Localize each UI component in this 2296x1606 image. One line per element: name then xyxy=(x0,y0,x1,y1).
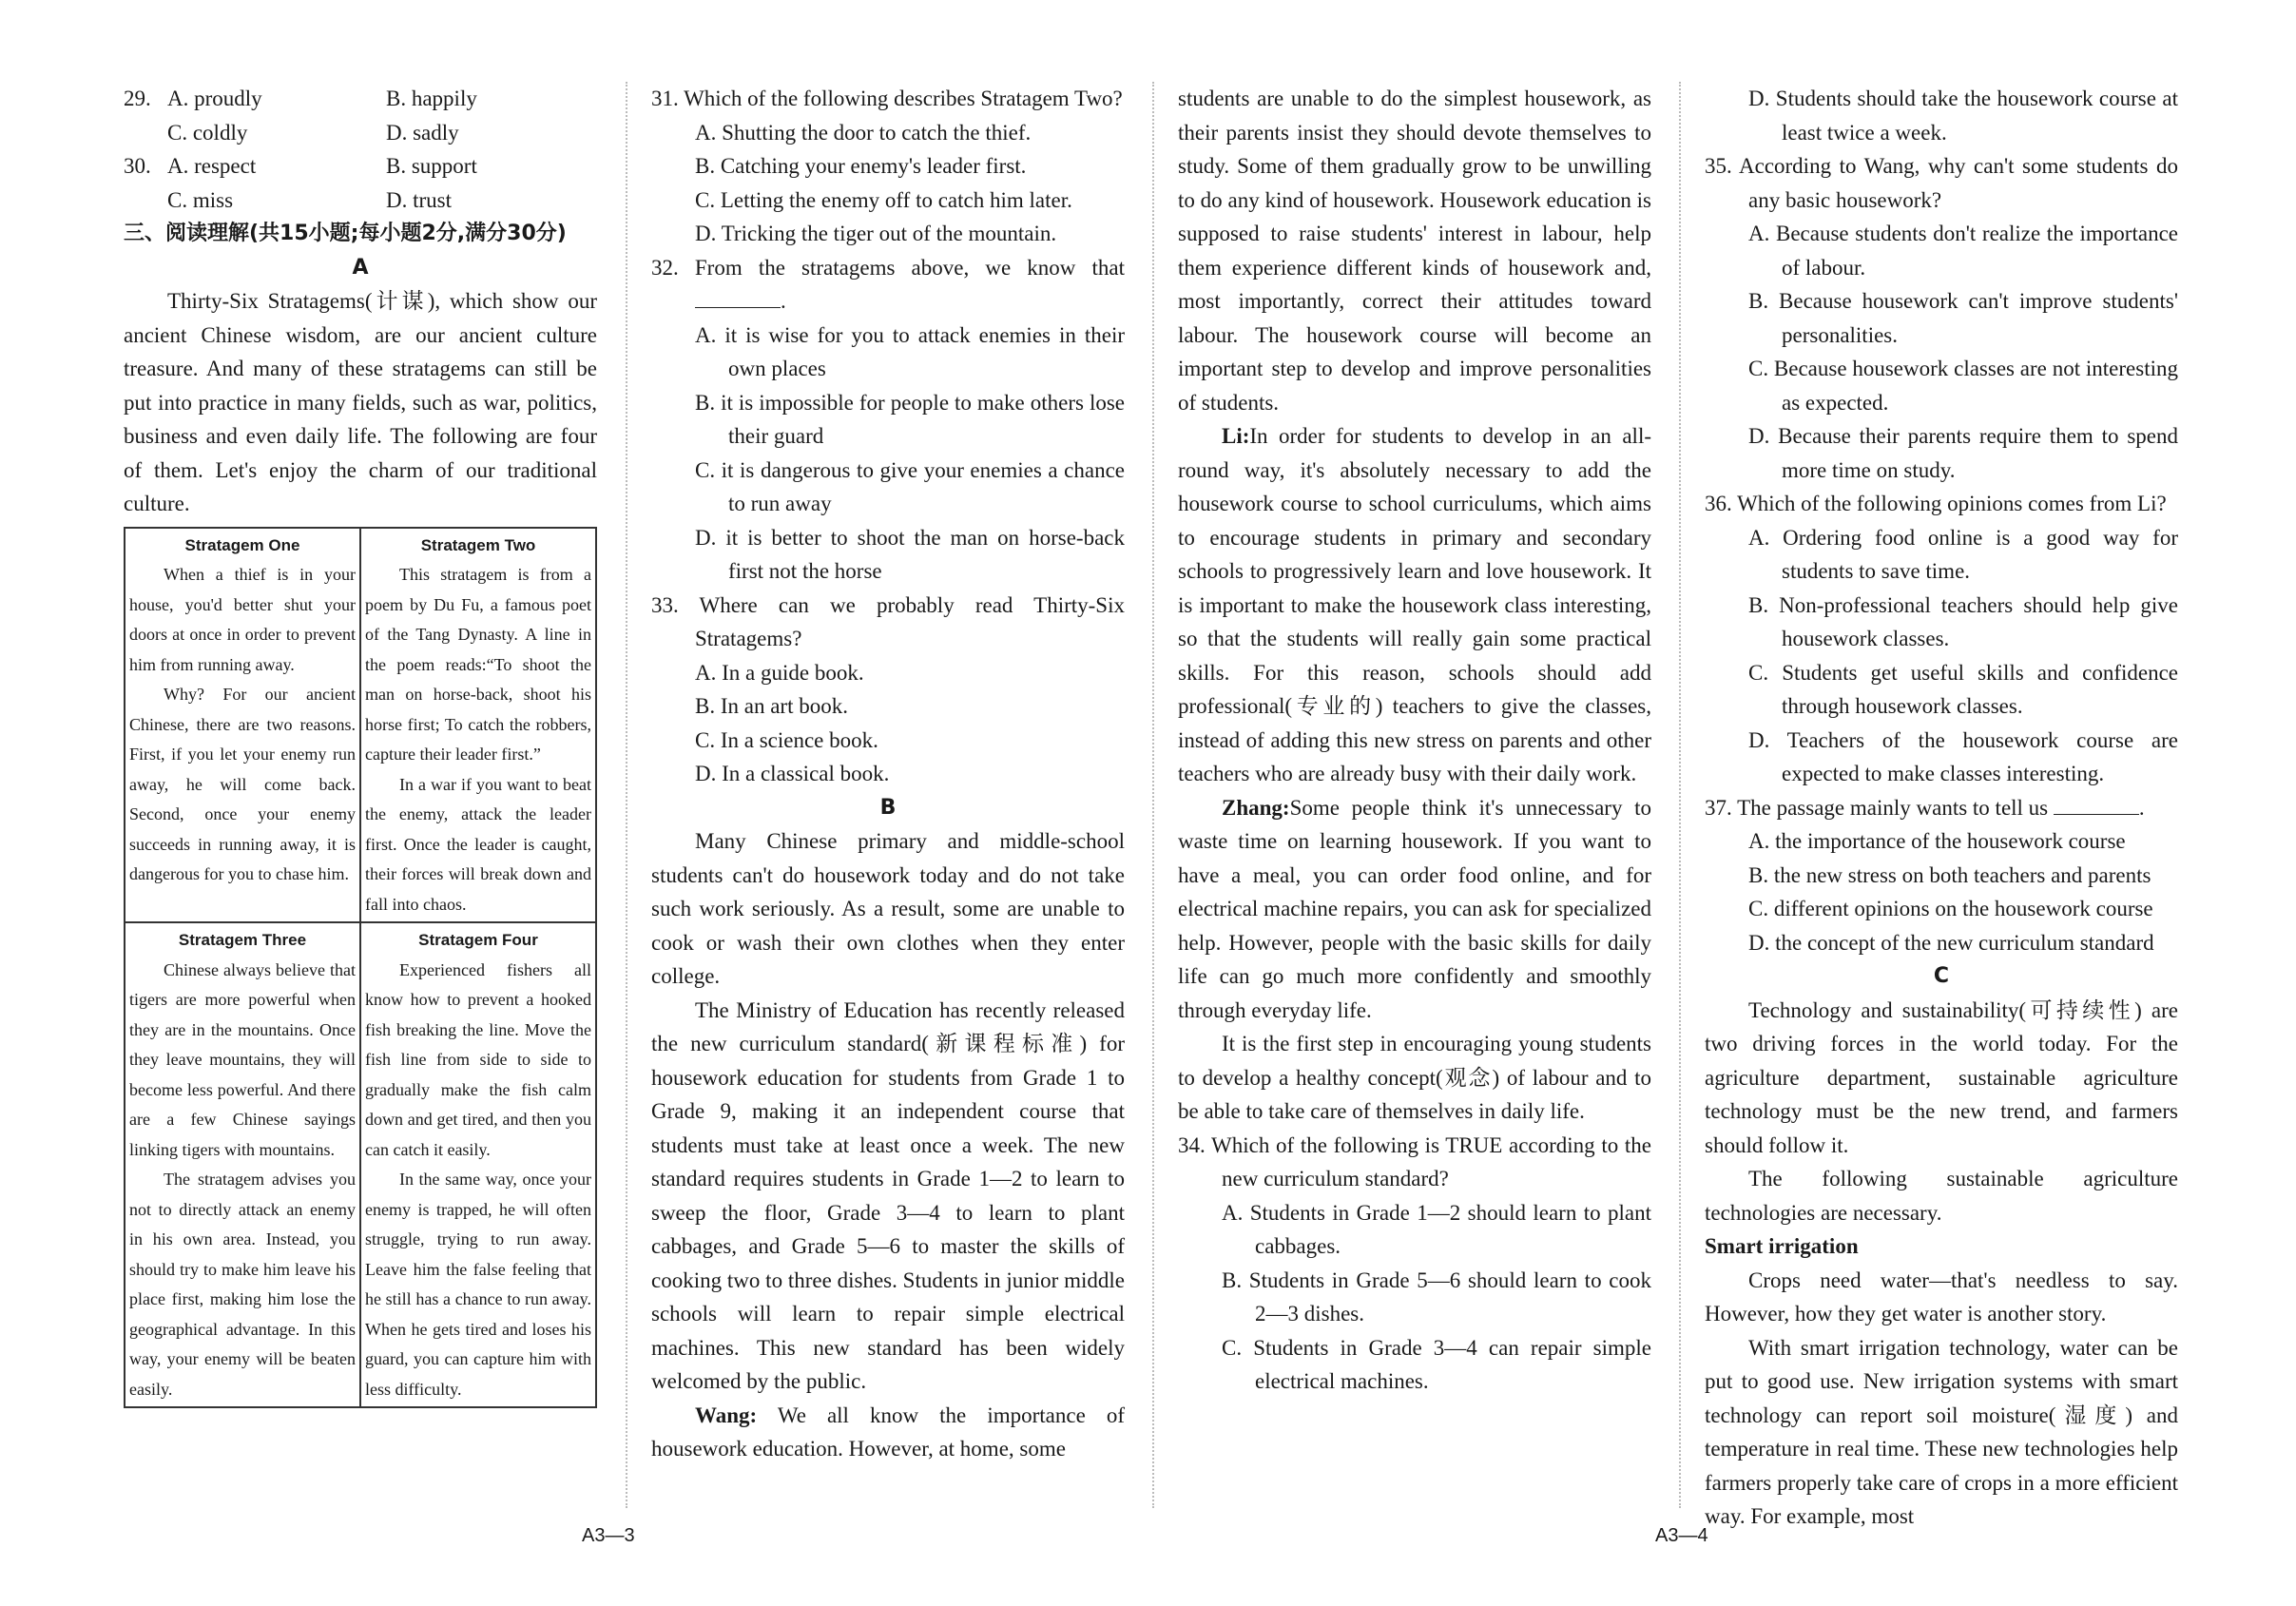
passage-b-paragraph: Many Chinese primary and middle-school students can't do housework today and do not take such work seriously. As a result, some are unable to cook or wash their own clothes when they enter college. xyxy=(651,829,1125,988)
question-29-cd xyxy=(124,116,597,150)
answer-blank xyxy=(695,288,781,308)
option-a: A. proudly xyxy=(167,87,262,110)
option-d: D. sadly xyxy=(386,120,459,145)
option-b: B. support xyxy=(386,154,477,178)
option-a: A. respect xyxy=(167,154,257,178)
question-35: 35. According to Wang, why can't some students do any basic housework? A. Because students don't realize the importance of labour. B. Because housework can't improve students' personalities. C. Because housework classes are not interesting as expected. D. Because their parents require them to spend more time on study. xyxy=(1705,149,2178,487)
option-c: C. In a science book. xyxy=(695,727,878,752)
option-c: C. coldly xyxy=(167,120,248,145)
option-a: A. Because students don't realize the importance of labour. xyxy=(1748,222,2178,280)
question-32: 32. From the stratagems above, we know that . A. it is wise for you to attack enemies in their own places B. it is impossible for people to make others lose their guard C. it is dangerous to give your enemies a chance to run away D. it is better to shoot the man on horse-back first not the horse xyxy=(651,251,1125,589)
answer-blank xyxy=(2054,795,2139,815)
stratagem-two-cell: Stratagem Two This stratagem is from a poem by Du Fu, a famous poet of the Tang Dynasty. A line in the poem reads:“To shoot the man on horse-back, shoot his horse first; To catch the robbers, capture their leader first.” In a war if you want to beat the enemy, attack the leader first. Once the leader is caught, their forces will break down and fall into chaos. xyxy=(360,528,596,923)
wang-opinion: Wang: We all know the importance of housework education. However, at home, some xyxy=(651,1403,1125,1461)
option-a: A. it is wise for you to attack enemies in their own places xyxy=(695,322,1125,380)
option-b: B. Because housework can't improve students' personalities. xyxy=(1748,289,2178,347)
option-c: C. Students get useful skills and confidence through housework classes. xyxy=(1748,660,2178,718)
stratagem-three-title: Stratagem Three xyxy=(178,931,307,949)
question-37: 37. The passage mainly wants to tell us . A. the importance of the housework course B. the new stress on both teachers and parents C. different opinions on the housework course D. the concept of the new curriculum standard xyxy=(1705,791,2178,960)
question-29: 29. A. proudly B. happily xyxy=(124,82,597,116)
passage-c-paragraph: The following sustainable agriculture technologies are necessary. xyxy=(1705,1167,2178,1225)
stratagem-two-title: Stratagem Two xyxy=(420,535,536,554)
question-34: 34. Which of the following is TRUE according to the new curriculum standard? A. Students in Grade 1—2 should learn to plant cabbages. B. Students in Grade 5—6 should learn to cook 2—3 dishes. C. Students in Grade 3—4 can repair simple electrical machines. xyxy=(1178,1129,1651,1399)
passage-b-label: B xyxy=(879,795,897,820)
option-a: A. the importance of the housework course xyxy=(1748,829,2126,853)
question-30-cd xyxy=(124,184,597,218)
stratagem-one-cell: Stratagem One When a thief is in your house, you'd better shut your doors at once in order to prevent him from running away. Why? For our ancient Chinese, there are two reasons. First, if you let your enemy run away, he will come back. Second, once your enemy succeeds in running away, it is dangerous for you to chase him. xyxy=(125,528,360,923)
option-d: D. it is better to shoot the man on horse-back first not the horse xyxy=(695,525,1125,583)
question-30: 30. A. respect B. support xyxy=(124,149,597,184)
passage-c-label: C xyxy=(1933,964,1950,988)
speaker-name: Wang: xyxy=(695,1403,758,1427)
speaker-name: Zhang: xyxy=(1222,795,1290,820)
option-a: A. Ordering food online is a good way for students to save time. xyxy=(1748,525,2178,583)
option-d: D. Teachers of the housework course are expected to make classes interesting. xyxy=(1748,727,2178,785)
page-number-left: A3—3 xyxy=(582,1525,635,1546)
zhang-opinion: Zhang:Some people think it's unnecessary to waste time on learning housework. If you want to have a meal, you can order food online, and for electrical machine repairs, you can ask for specialized help. However, people with the basic skills for daily life can go much more confidently and smoothly through everyday life. xyxy=(1178,795,1651,1022)
smart-irrigation-heading: Smart irrigation xyxy=(1705,1234,1859,1258)
option-a: A. Shutting the door to catch the thief. xyxy=(695,120,1032,145)
speaker-name: Li: xyxy=(1222,424,1250,448)
stratagem-table xyxy=(124,527,597,1409)
option-c: C. different opinions on the housework course xyxy=(1748,897,2153,920)
option-d: D. trust xyxy=(386,187,452,212)
column-1 xyxy=(124,82,597,1408)
option-a: A. In a guide book. xyxy=(695,660,864,685)
option-c: C. miss xyxy=(167,187,234,212)
column-separator xyxy=(626,82,627,1508)
li-opinion: Li:In order for students to develop in an all-round way, it's absolutely necessary to add the housework course to school curriculums, which aims to encourage students in primary and secondary schools to progressively learn and love housework. It is important to make the housework class interesting, so that the students will really gain some practical skills. For this reason, schools should add professional(专业的) teachers to give the classes, instead of adding this new stress on parents and other teachers who are already busy with their daily work. xyxy=(1178,424,1651,785)
column-4 xyxy=(1705,82,2178,1534)
option-c: C. Because housework classes are not interesting as expected. xyxy=(1748,357,2178,415)
option-c: C. Students in Grade 3—4 can repair simple electrical machines. xyxy=(1222,1335,1651,1393)
passage-a-label: A xyxy=(352,255,369,280)
stratagem-one-title: Stratagem One xyxy=(184,535,300,554)
question-36: 36. Which of the following opinions comes from Li? A. Ordering food online is a good way for students to save time. B. Non-professional teachers should help give housework classes. C. Students get useful skills and confidence through housework classes. D. Teachers of the housework course are expected to make classes interesting. xyxy=(1705,487,2178,791)
option-d: D. Because their parents require them to spend more time on study. xyxy=(1748,424,2178,482)
option-b: B. Students in Grade 5—6 should learn to cook 2—3 dishes. xyxy=(1222,1267,1651,1325)
option-b: B. Non-professional teachers should help give housework classes. xyxy=(1748,592,2178,650)
stratagem-three-cell: Stratagem Three Chinese always believe that tigers are more powerful when they are in the mountains. Once they leave mountains, they will become less powerful. And there are a few Chinese sayings linking tigers with mountains. The stratagem advises you not to directly attack an enemy in his own area. Instead, you should try to make him leave his place first, making him lose the geographical advantage. In this way, your enemy will be beaten easily. xyxy=(125,922,360,1407)
wang-opinion-continued: students are unable to do the simplest housework, as their parents insist they should devote themselves to study. Some of them gradually grow to be unwilling to do any kind of housework. Housework education is supposed to raise students' interest in labour, help them experience different kinds of housework and, most importantly, correct their attitudes toward labour. The housework course will become an important step to develop and improve personalities of students. xyxy=(1178,87,1651,415)
stratagem-four-title: Stratagem Four xyxy=(418,931,538,949)
option-d: D. Tricking the tiger out of the mountain. xyxy=(695,222,1057,245)
passage-c-paragraph: Technology and sustainability(可持续性) are two driving forces in the world today. For the agriculture department, sustainable agriculture technology must be the new trend, and farmers should follow it. xyxy=(1705,997,2178,1157)
option-b: B. In an art book. xyxy=(695,694,848,718)
option-b: B. Catching your enemy's leader first. xyxy=(695,154,1027,178)
passage-c-paragraph: With smart irrigation technology, water can be put to good use. New irrigation systems with smart technology can report soil moisture(湿度) and temperature in real time. These new technologies help farmers properly take care of crops in a more efficient way. For example, most xyxy=(1705,1335,2178,1528)
option-b: B. it is impossible for people to make others lose their guard xyxy=(695,390,1125,448)
option-d: D. In a classical book. xyxy=(695,762,890,785)
passage-b-paragraph: The Ministry of Education has recently released the new curriculum standard(新课程标准) for housework education for students from Grade 1 to Grade 9, making it an independent course that students must take at least once a week. The new standard requires students in Grade 1—2 to learn to sweep the floor, Grade 3—4 to learn to plant cabbages, and Grade 5—6 to master the skills of cooking two to three dishes. Students in junior middle schools will learn to repair simple electrical machines. This new standard has been widely welcomed by the public. xyxy=(651,997,1125,1393)
passage-b-conclusion: It is the first step in encouraging young students to develop a healthy concept(观念) of labour and to be able to take care of themselves in daily life. xyxy=(1178,1032,1651,1123)
option-a: A. Students in Grade 1—2 should learn to plant cabbages. xyxy=(1222,1200,1651,1258)
option-b: B. happily xyxy=(386,87,477,110)
option-d: D. Students should take the housework course at least twice a week. xyxy=(1748,87,2178,145)
question-31: 31. Which of the following describes Stratagem Two? A. Shutting the door to catch the thief. B. Catching your enemy's leader first. C. Letting the enemy off to catch him later. D. Tricking the tiger out of the mountain. xyxy=(651,82,1125,251)
option-b: B. the new stress on both teachers and parents xyxy=(1748,862,2151,887)
question-33: 33. Where can we probably read Thirty-Six Stratagems? A. In a guide book. B. In an art book. C. In a science book. D. In a classical book. xyxy=(651,589,1125,791)
column-separator xyxy=(1152,82,1154,1508)
section-header: 三、阅读理解(共15小题;每小题2分,满分30分) xyxy=(124,222,567,245)
column-3 xyxy=(1178,82,1651,1399)
column-separator xyxy=(1679,82,1681,1508)
passage-c-paragraph: Crops need water—that's needless to say. However, how they get water is another story. xyxy=(1705,1267,2178,1325)
option-c: C. Letting the enemy off to catch him later. xyxy=(695,187,1072,212)
stratagem-four-cell: Stratagem Four Experienced fishers all know how to prevent a hooked fish breaking the line. Move the fish line from side to side to gradually make the fish calm down and get tired, and then you can catch it easily. In the same way, once your enemy is trapped, he will often struggle, trying to run away. Leave him the false feeling that he still has a chance to run away. When he gets tired and loses his guard, you can capture him with less difficulty. xyxy=(360,922,596,1407)
column-2 xyxy=(651,82,1125,1466)
option-d: D. the concept of the new curriculum standard xyxy=(1748,930,2154,955)
option-c: C. it is dangerous to give your enemies a chance to run away xyxy=(695,457,1125,515)
page-number-right: A3—4 xyxy=(1655,1525,1708,1546)
passage-a-intro: Thirty-Six Stratagems(计谋), which show our ancient Chinese wisdom, are our ancient culture treasure. And many of these stratagems can still be put into practice in many fields, such as war, politics, business and even daily life. The following are four of them. Let's enjoy the charm of our traditional culture. xyxy=(124,289,597,515)
